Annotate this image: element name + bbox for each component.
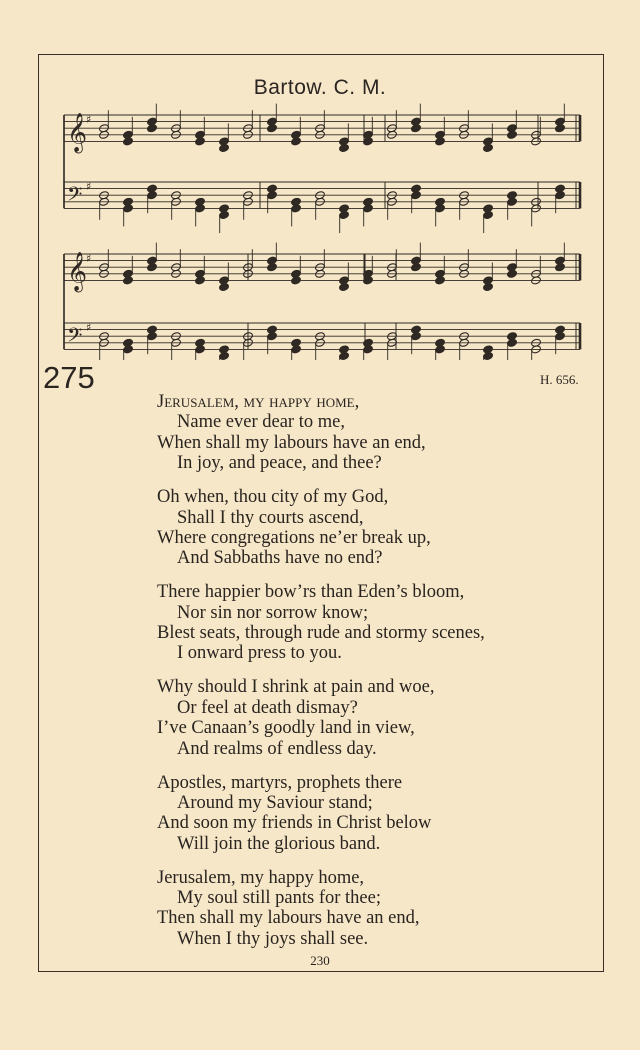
lyric-line: Will join the glorious band. — [177, 833, 381, 854]
note-head — [483, 143, 494, 152]
lyric-line: My soul still pants for thee; — [177, 888, 381, 909]
note-head — [339, 282, 350, 291]
lyric-line: Oh when, thou city of my God, — [157, 487, 389, 508]
note-head — [435, 345, 446, 354]
note-head — [411, 124, 422, 133]
note-head — [195, 276, 206, 285]
lyric-line: Nor sin nor sorrow know; — [177, 602, 369, 623]
treble-clef-icon: 𝄞 — [67, 251, 88, 292]
stanza — [157, 868, 597, 950]
stanza — [157, 582, 597, 664]
hymn-number: 275 — [43, 360, 95, 395]
lyric-line: Jerusalem, my happy home, — [157, 392, 360, 412]
lyric-line: Or feel at death dismay? — [177, 697, 358, 718]
note-head — [267, 263, 278, 272]
key-signature-sharp: ♯ — [86, 113, 92, 126]
lyric-line: And soon my friends in Christ below — [157, 813, 432, 834]
key-signature-sharp: ♯ — [86, 321, 92, 334]
treble-clef-icon: 𝄞 — [67, 112, 88, 153]
page-number: 230 — [310, 953, 330, 968]
note-head — [411, 332, 422, 341]
note-head — [507, 338, 518, 347]
note-head — [291, 276, 302, 285]
stanza — [157, 677, 597, 759]
lyric-line: Around my Saviour stand; — [177, 792, 373, 813]
bass-clef-icon: 𝄢 — [67, 323, 83, 352]
key-signature-sharp: ♯ — [86, 252, 92, 265]
note-head — [267, 191, 278, 200]
note-head — [195, 204, 206, 213]
note-head — [411, 191, 422, 200]
note-head — [195, 137, 206, 146]
note-head — [291, 345, 302, 354]
music-score — [0, 0, 640, 360]
note-head — [123, 345, 134, 354]
lyric-line: I’ve Canaan’s goodly land in view, — [157, 718, 415, 739]
note-head — [219, 282, 230, 291]
note-head — [555, 332, 566, 341]
lyric-line: And Sabbaths have no end? — [177, 548, 383, 569]
lyric-line: Shall I thy courts ascend, — [177, 507, 364, 528]
note-head — [363, 204, 374, 213]
note-head — [339, 143, 350, 152]
note-head — [339, 351, 350, 360]
lyric-line: And realms of endless day. — [177, 738, 377, 759]
note-head — [435, 204, 446, 213]
lyric-line: In joy, and peace, and thee? — [177, 453, 382, 474]
lyric-line: Where congregations ne’er break up, — [157, 527, 431, 548]
note-head — [483, 210, 494, 219]
note-head — [507, 197, 518, 206]
note-head — [147, 332, 158, 341]
note-head — [123, 204, 134, 213]
stanza — [157, 392, 597, 474]
lyric-line: I onward press to you. — [177, 643, 342, 664]
note-head — [123, 137, 134, 146]
note-head — [267, 332, 278, 341]
lyric-line: Why should I shrink at pain and woe, — [157, 677, 435, 698]
note-head — [147, 124, 158, 133]
note-head — [363, 345, 374, 354]
note-head — [291, 137, 302, 146]
note-head — [555, 124, 566, 133]
lyric-line: When I thy joys shall see. — [177, 928, 369, 949]
note-head — [555, 191, 566, 200]
note-head — [483, 282, 494, 291]
tune-title: Bartow. C. M. — [253, 76, 387, 99]
note-head — [555, 263, 566, 272]
lyric-line: Apostles, martyrs, prophets there — [157, 772, 403, 793]
hymnal-reference: H. 656. — [540, 372, 579, 387]
note-head — [507, 130, 518, 139]
note-head — [123, 276, 134, 285]
stanza — [157, 487, 597, 569]
lyric-line: There happier bow’rs than Eden’s bloom, — [157, 582, 465, 603]
note-head — [435, 276, 446, 285]
hymn-lyrics — [157, 392, 597, 963]
lyric-line: Blest seats, through rude and stormy scenes, — [157, 623, 485, 644]
key-signature-sharp: ♯ — [86, 180, 92, 193]
lyric-line: Name ever dear to me, — [177, 412, 345, 433]
note-head — [291, 204, 302, 213]
note-head — [147, 191, 158, 200]
note-head — [339, 210, 350, 219]
note-head — [507, 269, 518, 278]
note-head — [195, 345, 206, 354]
note-head — [483, 351, 494, 360]
lyric-line: Jerusalem, my happy home, — [157, 867, 365, 888]
lyric-line: When shall my labours have an end, — [157, 432, 426, 453]
note-head — [219, 143, 230, 152]
lyric-line: Then shall my labours have an end, — [157, 908, 420, 929]
bass-clef-icon: 𝄢 — [67, 182, 83, 211]
note-head — [411, 263, 422, 272]
stanza — [157, 773, 597, 855]
note-head — [219, 210, 230, 219]
note-head — [147, 263, 158, 272]
note-head — [267, 124, 278, 133]
note-head — [219, 351, 230, 360]
note-head — [435, 137, 446, 146]
